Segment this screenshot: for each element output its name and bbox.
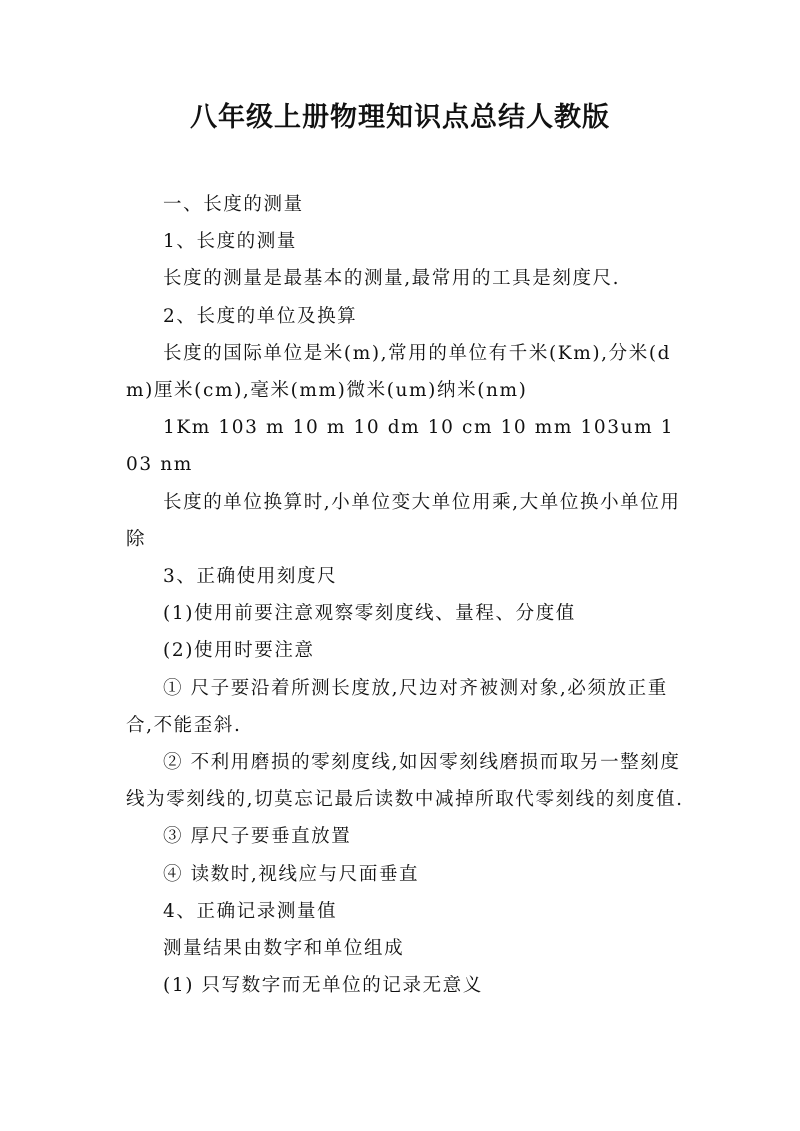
list-item: (1)使用前要注意观察零刻度线、量程、分度值 (163, 603, 576, 625)
list-item: ③ 厚尺子要垂直放置 (163, 826, 352, 848)
paragraph: 长度的单位换算时,小单位变大单位用乘,大单位换小单位用除 (126, 491, 681, 550)
list-item: ② 不利用磨损的零刻度线,如因零刻线磨损而取另一整刻度线为零刻线的,切莫忘记最后读数中减掉所取代零刻线的刻度值. (126, 752, 684, 811)
subsection-heading: 4、正确记录测量值 (163, 900, 338, 922)
list-item: (2)使用时要注意 (163, 640, 315, 662)
document-title: 八年级上册物理知识点总结人教版 (190, 102, 610, 133)
subsection-heading: 3、正确使用刻度尺 (163, 566, 338, 588)
paragraph: 长度的测量是最基本的测量,最常用的工具是刻度尺. (163, 268, 621, 290)
document-body (126, 186, 686, 1004)
list-item: (1) 只写数字而无单位的记录无意义 (163, 975, 483, 997)
list-item: ④ 读数时,视线应与尺面垂直 (163, 863, 420, 885)
subsection-heading: 2、长度的单位及换算 (163, 305, 358, 327)
paragraph: 长度的国际单位是米(m),常用的单位有千米(Km),分米(dm)厘米(cm),毫米(mm)微米(um)纳米(nm) (126, 342, 672, 402)
paragraph: 1Km 103 m 10 m 10 dm 10 cm 10 mm 103um 103 nm (126, 417, 675, 476)
paragraph: 测量结果由数字和单位组成 (163, 938, 405, 960)
section-heading: 一、长度的测量 (163, 194, 304, 215)
list-item: ① 尺子要沿着所测长度放,尺边对齐被测对象,必须放正重合,不能歪斜. (126, 677, 668, 736)
subsection-heading: 1、长度的测量 (163, 231, 297, 253)
